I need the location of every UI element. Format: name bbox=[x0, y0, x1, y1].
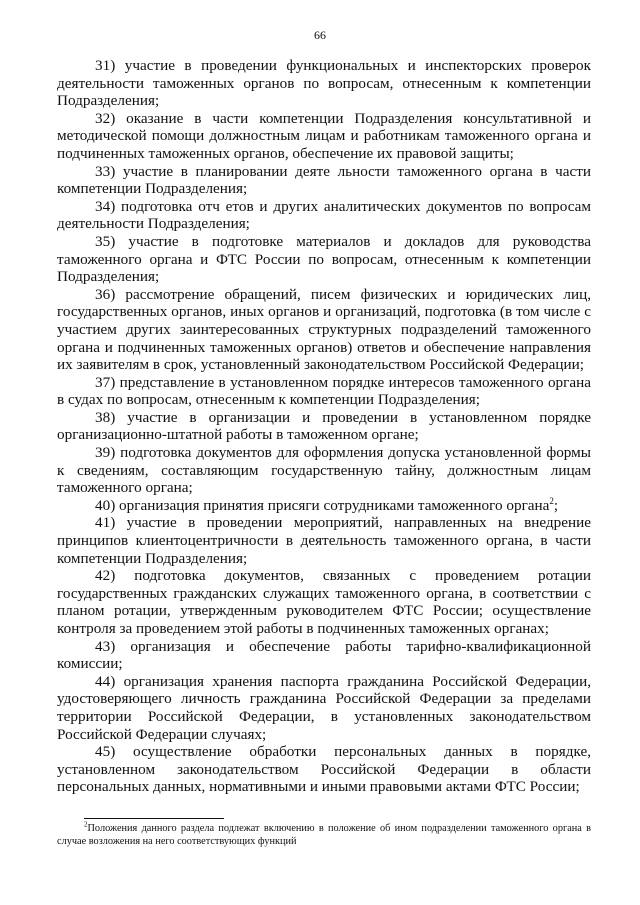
list-item: 37) представление в установленном порядке интересов таможенного органа в судах по вопросам, отнесенным к компетенции Подразделения; bbox=[57, 373, 591, 409]
item-40-text: 40) организация принятия присяги сотрудниками таможенного органа bbox=[95, 496, 550, 514]
list-item: 33) участие в планировании деяте льности таможенного органа в части компетенции Подразделения; bbox=[57, 162, 591, 198]
page-number: 66 bbox=[314, 28, 326, 42]
list-item: 31) участие в проведении функциональных и инспекторских проверок деятельности таможенных органов по вопросам, отнесенным к компетенции Подразделения; bbox=[57, 57, 591, 110]
footnote-divider bbox=[84, 818, 224, 819]
duties-list bbox=[57, 57, 591, 796]
footnote bbox=[57, 822, 591, 848]
list-item: 43) организация и обеспечение работы тарифно-квалификационной комиссии; bbox=[57, 637, 591, 673]
list-item-40 bbox=[57, 497, 591, 515]
list-item: 44) организация хранения паспорта гражданина Российской Федерации, удостоверяющего личность гражданина Российской Федерации за пределами территории Российской Федерации, в установленных законодательством Российской Федерации случаях; bbox=[57, 672, 591, 743]
list-item: 35) участие в подготовке материалов и докладов для руководства таможенного органа и ФТС России по вопросам, отнесенным к компетенции Подразделения; bbox=[57, 232, 591, 286]
list-item: 34) подготовка отч етов и других аналитических документов по вопросам деятельности Подразделения; bbox=[57, 197, 591, 233]
list-item: 36) рассмотрение обращений, писем физических и юридических лиц, государственных органов, иных органов и организаций, подготовка (в том числе с участием других заинтересованных структурных подразделений таможенного органа и подчиненных таможенных органов) ответов и обеспечение направления их заявителям в срок, установленный законодательством Российской Федерации; bbox=[57, 285, 591, 374]
list-item: 32) оказание в части компетенции Подразделения консультативной и методической помощи должностным лицам и работникам таможенного органа и подчиненных таможенных органов, обеспечение их правовой защиты; bbox=[57, 109, 591, 162]
footnote-reference[interactable]: 2 bbox=[549, 495, 554, 506]
list-item: 39) подготовка документов для оформления допуска установленной формы к сведениям, составляющим государственную тайну, должностным лицам таможенного органа; bbox=[57, 444, 591, 497]
list-item: 41) участие в проведении мероприятий, направленных на внедрение принципов клиентоцентричности в деятельность таможенного органа, в части компетенции Подразделения; bbox=[57, 514, 591, 567]
footnote-text: Положения данного раздела подлежат включению в положение об ином подразделении таможенного органа в случае возложения на него соответствующих функций bbox=[57, 823, 591, 847]
list-item: 38) участие в организации и проведении в установленном порядке организационно-штатной работы в таможенном органе; bbox=[57, 408, 591, 444]
list-item: 45) осуществление обработки персональных данных в порядке, установленном законодательством Российской Федерации в области персональных данных, нормативными и иными правовыми актами ФТС России; bbox=[57, 743, 591, 796]
list-item: 42) подготовка документов, связанных с проведением ротации государственных гражданских служащих таможенного органа, в соответствии с планом ротации, утвержденным руководителем ФТС России; осуществление контроля за проведением этой работы в подчиненных таможенных органах; bbox=[57, 567, 591, 637]
footnote-mark: 2 bbox=[84, 820, 88, 829]
item-40-tail: ; bbox=[553, 496, 559, 514]
